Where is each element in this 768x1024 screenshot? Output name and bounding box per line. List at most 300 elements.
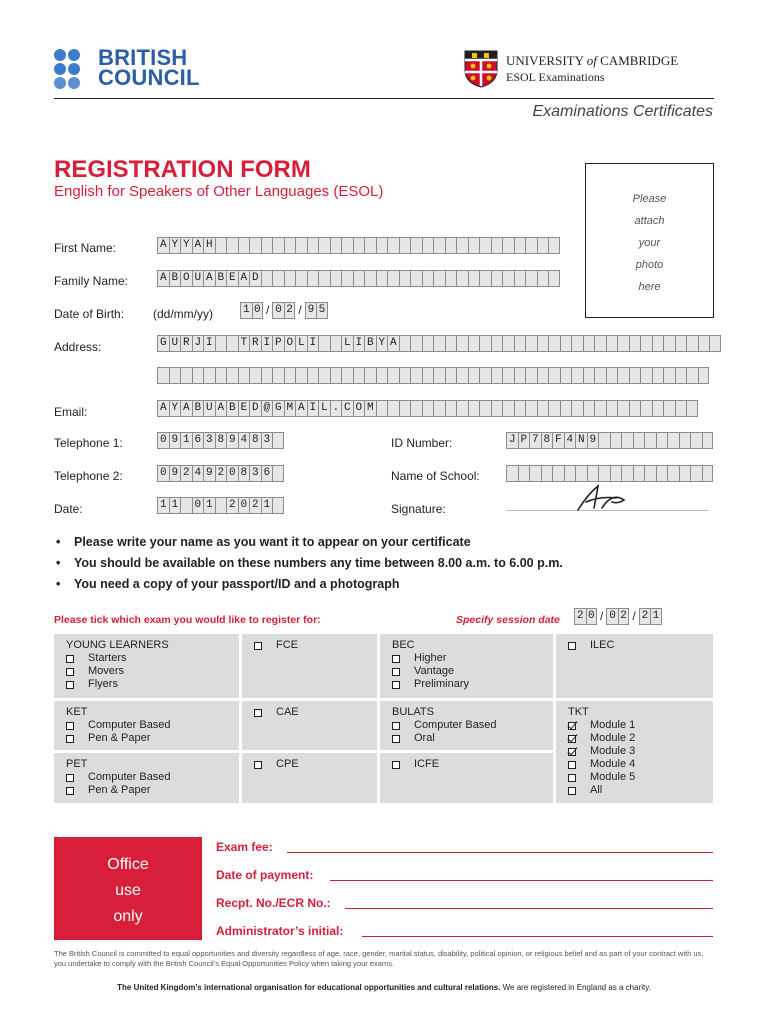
char-box[interactable]: 2: [215, 465, 227, 482]
char-box[interactable]: [284, 367, 296, 384]
char-box[interactable]: [652, 400, 664, 417]
char-box[interactable]: [514, 367, 526, 384]
char-box[interactable]: E: [238, 400, 250, 417]
checkbox[interactable]: [66, 655, 74, 663]
char-box[interactable]: [502, 270, 514, 287]
exam-option-module-1[interactable]: Module 1: [568, 719, 713, 732]
char-box[interactable]: [629, 335, 641, 352]
char-box[interactable]: [272, 270, 284, 287]
char-box[interactable]: [548, 237, 560, 254]
char-box[interactable]: A: [157, 400, 169, 417]
char-box[interactable]: [633, 432, 645, 449]
date-field[interactable]: [157, 497, 284, 514]
char-box[interactable]: Y: [169, 400, 181, 417]
exam-fee-line[interactable]: [287, 852, 713, 853]
char-box[interactable]: [215, 367, 227, 384]
char-box[interactable]: [445, 367, 457, 384]
char-box[interactable]: [353, 367, 365, 384]
telephone2-field[interactable]: [157, 465, 284, 482]
char-box[interactable]: [667, 432, 679, 449]
char-box[interactable]: L: [295, 335, 307, 352]
char-box[interactable]: [686, 367, 698, 384]
char-box[interactable]: D: [249, 270, 261, 287]
char-box[interactable]: 1: [203, 497, 215, 514]
char-box[interactable]: U: [169, 335, 181, 352]
char-box[interactable]: [514, 270, 526, 287]
char-box[interactable]: H: [203, 237, 215, 254]
char-box[interactable]: [249, 367, 261, 384]
char-box[interactable]: [667, 465, 679, 482]
exam-option-pet-paper[interactable]: Pen & Paper: [66, 784, 239, 797]
char-box[interactable]: [456, 237, 468, 254]
char-box[interactable]: [506, 465, 518, 482]
char-box[interactable]: [387, 270, 399, 287]
char-box[interactable]: [583, 400, 595, 417]
char-box[interactable]: [215, 497, 227, 514]
family-name-field[interactable]: [157, 270, 560, 287]
char-box[interactable]: [456, 270, 468, 287]
char-box[interactable]: 4: [238, 432, 250, 449]
char-box[interactable]: [468, 335, 480, 352]
char-box[interactable]: [192, 367, 204, 384]
char-box[interactable]: [606, 367, 618, 384]
char-box[interactable]: B: [169, 270, 181, 287]
char-box[interactable]: [537, 270, 549, 287]
char-box[interactable]: P: [518, 432, 530, 449]
char-box[interactable]: [514, 237, 526, 254]
char-box[interactable]: 9: [169, 432, 181, 449]
exam-option-ket-computer[interactable]: Computer Based: [66, 719, 239, 732]
char-box[interactable]: [529, 465, 541, 482]
char-box[interactable]: M: [284, 400, 296, 417]
char-box[interactable]: [686, 400, 698, 417]
char-box[interactable]: I: [307, 335, 319, 352]
char-box[interactable]: Y: [169, 237, 181, 254]
char-box[interactable]: [169, 367, 181, 384]
char-box[interactable]: [341, 237, 353, 254]
checkbox[interactable]: [568, 735, 576, 743]
char-box[interactable]: [272, 432, 284, 449]
char-box[interactable]: 1: [240, 302, 252, 319]
char-box[interactable]: A: [387, 335, 399, 352]
char-box[interactable]: [690, 432, 702, 449]
checkbox[interactable]: [392, 668, 400, 676]
char-box[interactable]: [502, 335, 514, 352]
exam-option-starters[interactable]: Starters: [66, 652, 239, 665]
char-box[interactable]: [445, 237, 457, 254]
char-box[interactable]: 9: [203, 465, 215, 482]
char-box[interactable]: 8: [215, 432, 227, 449]
char-box[interactable]: 4: [192, 465, 204, 482]
dob-day[interactable]: [240, 302, 263, 319]
char-box[interactable]: [479, 270, 491, 287]
char-box[interactable]: [594, 400, 606, 417]
char-box[interactable]: [468, 400, 480, 417]
char-box[interactable]: 1: [169, 497, 181, 514]
char-box[interactable]: [525, 237, 537, 254]
char-box[interactable]: 2: [618, 608, 630, 625]
char-box[interactable]: [525, 270, 537, 287]
char-box[interactable]: B: [215, 270, 227, 287]
char-box[interactable]: 0: [272, 302, 284, 319]
char-box[interactable]: C: [341, 400, 353, 417]
char-box[interactable]: [433, 270, 445, 287]
char-box[interactable]: [261, 270, 273, 287]
char-box[interactable]: I: [261, 335, 273, 352]
char-box[interactable]: [525, 400, 537, 417]
char-box[interactable]: [330, 335, 342, 352]
char-box[interactable]: 2: [180, 465, 192, 482]
char-box[interactable]: [548, 367, 560, 384]
char-box[interactable]: [491, 400, 503, 417]
char-box[interactable]: [621, 432, 633, 449]
checkbox[interactable]: [254, 709, 262, 717]
char-box[interactable]: [456, 400, 468, 417]
char-box[interactable]: [387, 237, 399, 254]
exam-option-vantage[interactable]: Vantage: [392, 665, 553, 678]
char-box[interactable]: 0: [157, 432, 169, 449]
char-box[interactable]: 3: [203, 432, 215, 449]
checkbox[interactable]: [66, 668, 74, 676]
checkbox[interactable]: [66, 735, 74, 743]
char-box[interactable]: 2: [639, 608, 651, 625]
char-box[interactable]: [629, 400, 641, 417]
char-box[interactable]: [387, 400, 399, 417]
char-box[interactable]: [399, 237, 411, 254]
char-box[interactable]: [226, 335, 238, 352]
char-box[interactable]: [652, 367, 664, 384]
char-box[interactable]: [640, 367, 652, 384]
char-box[interactable]: [422, 335, 434, 352]
checkbox[interactable]: [568, 722, 576, 730]
char-box[interactable]: 8: [238, 465, 250, 482]
char-box[interactable]: 1: [261, 497, 273, 514]
char-box[interactable]: 3: [249, 465, 261, 482]
char-box[interactable]: T: [238, 335, 250, 352]
char-box[interactable]: [410, 270, 422, 287]
char-box[interactable]: 5: [316, 302, 328, 319]
char-box[interactable]: 9: [169, 465, 181, 482]
char-box[interactable]: I: [353, 335, 365, 352]
checkbox[interactable]: [254, 642, 262, 650]
char-box[interactable]: [456, 367, 468, 384]
char-box[interactable]: [272, 465, 284, 482]
char-box[interactable]: 6: [192, 432, 204, 449]
char-box[interactable]: [330, 237, 342, 254]
char-box[interactable]: [656, 465, 668, 482]
char-box[interactable]: 0: [606, 608, 618, 625]
char-box[interactable]: R: [180, 335, 192, 352]
char-box[interactable]: [433, 367, 445, 384]
date-of-payment-line[interactable]: [330, 880, 713, 881]
session-month[interactable]: [606, 608, 629, 625]
checkbox[interactable]: [66, 681, 74, 689]
char-box[interactable]: 9: [305, 302, 317, 319]
char-box[interactable]: [341, 270, 353, 287]
char-box[interactable]: A: [157, 237, 169, 254]
exam-option-pet-computer[interactable]: Computer Based: [66, 771, 239, 784]
char-box[interactable]: [433, 237, 445, 254]
char-box[interactable]: 0: [252, 302, 264, 319]
dob-field[interactable]: [240, 302, 328, 319]
char-box[interactable]: D: [249, 400, 261, 417]
char-box[interactable]: N: [575, 432, 587, 449]
char-box[interactable]: [295, 270, 307, 287]
char-box[interactable]: 7: [529, 432, 541, 449]
char-box[interactable]: [686, 335, 698, 352]
receipt-number-line[interactable]: [345, 908, 713, 909]
char-box[interactable]: [583, 367, 595, 384]
checkbox[interactable]: [568, 748, 576, 756]
char-box[interactable]: [656, 432, 668, 449]
char-box[interactable]: [364, 270, 376, 287]
char-box[interactable]: [663, 367, 675, 384]
char-box[interactable]: @: [261, 400, 273, 417]
char-box[interactable]: [644, 432, 656, 449]
exam-option-fce[interactable]: FCE: [254, 639, 377, 652]
char-box[interactable]: [617, 335, 629, 352]
char-box[interactable]: [663, 335, 675, 352]
dob-year[interactable]: [305, 302, 328, 319]
char-box[interactable]: [376, 270, 388, 287]
char-box[interactable]: .: [330, 400, 342, 417]
first-name-field[interactable]: [157, 237, 560, 254]
char-box[interactable]: 9: [226, 432, 238, 449]
char-box[interactable]: F: [552, 432, 564, 449]
char-box[interactable]: [560, 400, 572, 417]
char-box[interactable]: [571, 367, 583, 384]
char-box[interactable]: [479, 367, 491, 384]
char-box[interactable]: [560, 367, 572, 384]
char-box[interactable]: [702, 432, 714, 449]
char-box[interactable]: [679, 432, 691, 449]
char-box[interactable]: [445, 335, 457, 352]
char-box[interactable]: [583, 335, 595, 352]
email-field[interactable]: [157, 400, 698, 417]
char-box[interactable]: A: [157, 270, 169, 287]
char-box[interactable]: [491, 237, 503, 254]
exam-option-ilec[interactable]: ILEC: [568, 639, 713, 652]
char-box[interactable]: [679, 465, 691, 482]
char-box[interactable]: [502, 400, 514, 417]
checkbox[interactable]: [392, 722, 400, 730]
char-box[interactable]: [399, 270, 411, 287]
char-box[interactable]: [272, 497, 284, 514]
char-box[interactable]: 0: [157, 465, 169, 482]
char-box[interactable]: [640, 335, 652, 352]
char-box[interactable]: [410, 335, 422, 352]
char-box[interactable]: [307, 367, 319, 384]
checkbox[interactable]: [568, 774, 576, 782]
char-box[interactable]: I: [307, 400, 319, 417]
char-box[interactable]: [422, 270, 434, 287]
char-box[interactable]: [571, 335, 583, 352]
char-box[interactable]: 2: [284, 302, 296, 319]
char-box[interactable]: A: [295, 400, 307, 417]
char-box[interactable]: [272, 237, 284, 254]
char-box[interactable]: [702, 465, 714, 482]
checkbox[interactable]: [66, 722, 74, 730]
char-box[interactable]: 2: [574, 608, 586, 625]
char-box[interactable]: [410, 367, 422, 384]
char-box[interactable]: [353, 237, 365, 254]
telephone1-field[interactable]: [157, 432, 284, 449]
char-box[interactable]: [652, 335, 664, 352]
char-box[interactable]: [295, 237, 307, 254]
char-box[interactable]: [215, 335, 227, 352]
char-box[interactable]: [180, 367, 192, 384]
char-box[interactable]: 8: [249, 432, 261, 449]
char-box[interactable]: [456, 335, 468, 352]
checkbox[interactable]: [66, 774, 74, 782]
char-box[interactable]: [261, 237, 273, 254]
checkbox[interactable]: [392, 735, 400, 743]
dob-month[interactable]: [272, 302, 295, 319]
char-box[interactable]: [548, 270, 560, 287]
char-box[interactable]: [541, 465, 553, 482]
char-box[interactable]: [445, 270, 457, 287]
char-box[interactable]: [468, 270, 480, 287]
char-box[interactable]: [422, 237, 434, 254]
char-box[interactable]: [571, 400, 583, 417]
address-line2-field[interactable]: [157, 367, 709, 384]
char-box[interactable]: I: [203, 335, 215, 352]
char-box[interactable]: [491, 270, 503, 287]
char-box[interactable]: [479, 400, 491, 417]
char-box[interactable]: [261, 367, 273, 384]
char-box[interactable]: [502, 367, 514, 384]
char-box[interactable]: A: [192, 237, 204, 254]
char-box[interactable]: [238, 237, 250, 254]
checkbox[interactable]: [568, 642, 576, 650]
char-box[interactable]: 9: [587, 432, 599, 449]
checkbox[interactable]: [66, 787, 74, 795]
char-box[interactable]: [157, 367, 169, 384]
char-box[interactable]: [552, 465, 564, 482]
char-box[interactable]: 2: [249, 497, 261, 514]
photo-box[interactable]: [585, 163, 714, 318]
char-box[interactable]: [709, 335, 721, 352]
char-box[interactable]: [617, 367, 629, 384]
char-box[interactable]: [376, 367, 388, 384]
char-box[interactable]: [548, 335, 560, 352]
char-box[interactable]: [410, 237, 422, 254]
char-box[interactable]: [537, 237, 549, 254]
session-year[interactable]: [639, 608, 662, 625]
administrator-initial-line[interactable]: [362, 936, 713, 937]
char-box[interactable]: [410, 400, 422, 417]
char-box[interactable]: [514, 400, 526, 417]
char-box[interactable]: [238, 367, 250, 384]
char-box[interactable]: B: [364, 335, 376, 352]
char-box[interactable]: [399, 335, 411, 352]
char-box[interactable]: 1: [180, 432, 192, 449]
char-box[interactable]: [226, 367, 238, 384]
char-box[interactable]: 6: [261, 465, 273, 482]
char-box[interactable]: [675, 367, 687, 384]
char-box[interactable]: [445, 400, 457, 417]
char-box[interactable]: G: [272, 400, 284, 417]
char-box[interactable]: A: [180, 400, 192, 417]
char-box[interactable]: [479, 237, 491, 254]
char-box[interactable]: L: [318, 400, 330, 417]
checkbox[interactable]: [568, 787, 576, 795]
char-box[interactable]: 1: [650, 608, 662, 625]
exam-option-cae[interactable]: CAE: [254, 706, 377, 719]
address-line1-field[interactable]: [157, 335, 721, 352]
char-box[interactable]: [491, 367, 503, 384]
char-box[interactable]: [663, 400, 675, 417]
char-box[interactable]: [617, 400, 629, 417]
char-box[interactable]: [341, 367, 353, 384]
exam-option-bulats-computer[interactable]: Computer Based: [392, 719, 553, 732]
char-box[interactable]: A: [203, 270, 215, 287]
char-box[interactable]: 0: [192, 497, 204, 514]
char-box[interactable]: [598, 432, 610, 449]
checkbox[interactable]: [392, 655, 400, 663]
char-box[interactable]: Y: [180, 237, 192, 254]
char-box[interactable]: [491, 335, 503, 352]
char-box[interactable]: [353, 270, 365, 287]
char-box[interactable]: [644, 465, 656, 482]
char-box[interactable]: [376, 400, 388, 417]
exam-option-module-5[interactable]: Module 5: [568, 771, 713, 784]
char-box[interactable]: [387, 367, 399, 384]
exam-option-higher[interactable]: Higher: [392, 652, 553, 665]
char-box[interactable]: [295, 367, 307, 384]
checkbox[interactable]: [254, 761, 262, 769]
char-box[interactable]: [399, 367, 411, 384]
char-box[interactable]: [433, 335, 445, 352]
char-box[interactable]: [525, 335, 537, 352]
char-box[interactable]: [594, 367, 606, 384]
checkbox[interactable]: [568, 761, 576, 769]
char-box[interactable]: [698, 367, 710, 384]
char-box[interactable]: [330, 367, 342, 384]
exam-option-all[interactable]: All: [568, 784, 713, 797]
char-box[interactable]: [422, 367, 434, 384]
char-box[interactable]: [514, 335, 526, 352]
char-box[interactable]: [399, 400, 411, 417]
char-box[interactable]: [640, 400, 652, 417]
char-box[interactable]: [675, 335, 687, 352]
char-box[interactable]: [537, 400, 549, 417]
char-box[interactable]: [675, 400, 687, 417]
char-box[interactable]: U: [192, 270, 204, 287]
checkbox[interactable]: [392, 761, 400, 769]
char-box[interactable]: [318, 237, 330, 254]
char-box[interactable]: [422, 400, 434, 417]
char-box[interactable]: [502, 237, 514, 254]
char-box[interactable]: [690, 465, 702, 482]
char-box[interactable]: 0: [586, 608, 598, 625]
char-box[interactable]: [606, 335, 618, 352]
char-box[interactable]: [433, 400, 445, 417]
char-box[interactable]: O: [353, 400, 365, 417]
char-box[interactable]: [307, 270, 319, 287]
char-box[interactable]: J: [192, 335, 204, 352]
char-box[interactable]: [479, 335, 491, 352]
char-box[interactable]: B: [192, 400, 204, 417]
exam-option-bulats-oral[interactable]: Oral: [392, 732, 553, 745]
char-box[interactable]: [318, 367, 330, 384]
char-box[interactable]: P: [272, 335, 284, 352]
char-box[interactable]: [537, 367, 549, 384]
char-box[interactable]: 2: [226, 497, 238, 514]
char-box[interactable]: [364, 367, 376, 384]
exam-option-flyers[interactable]: Flyers: [66, 678, 239, 691]
char-box[interactable]: J: [506, 432, 518, 449]
